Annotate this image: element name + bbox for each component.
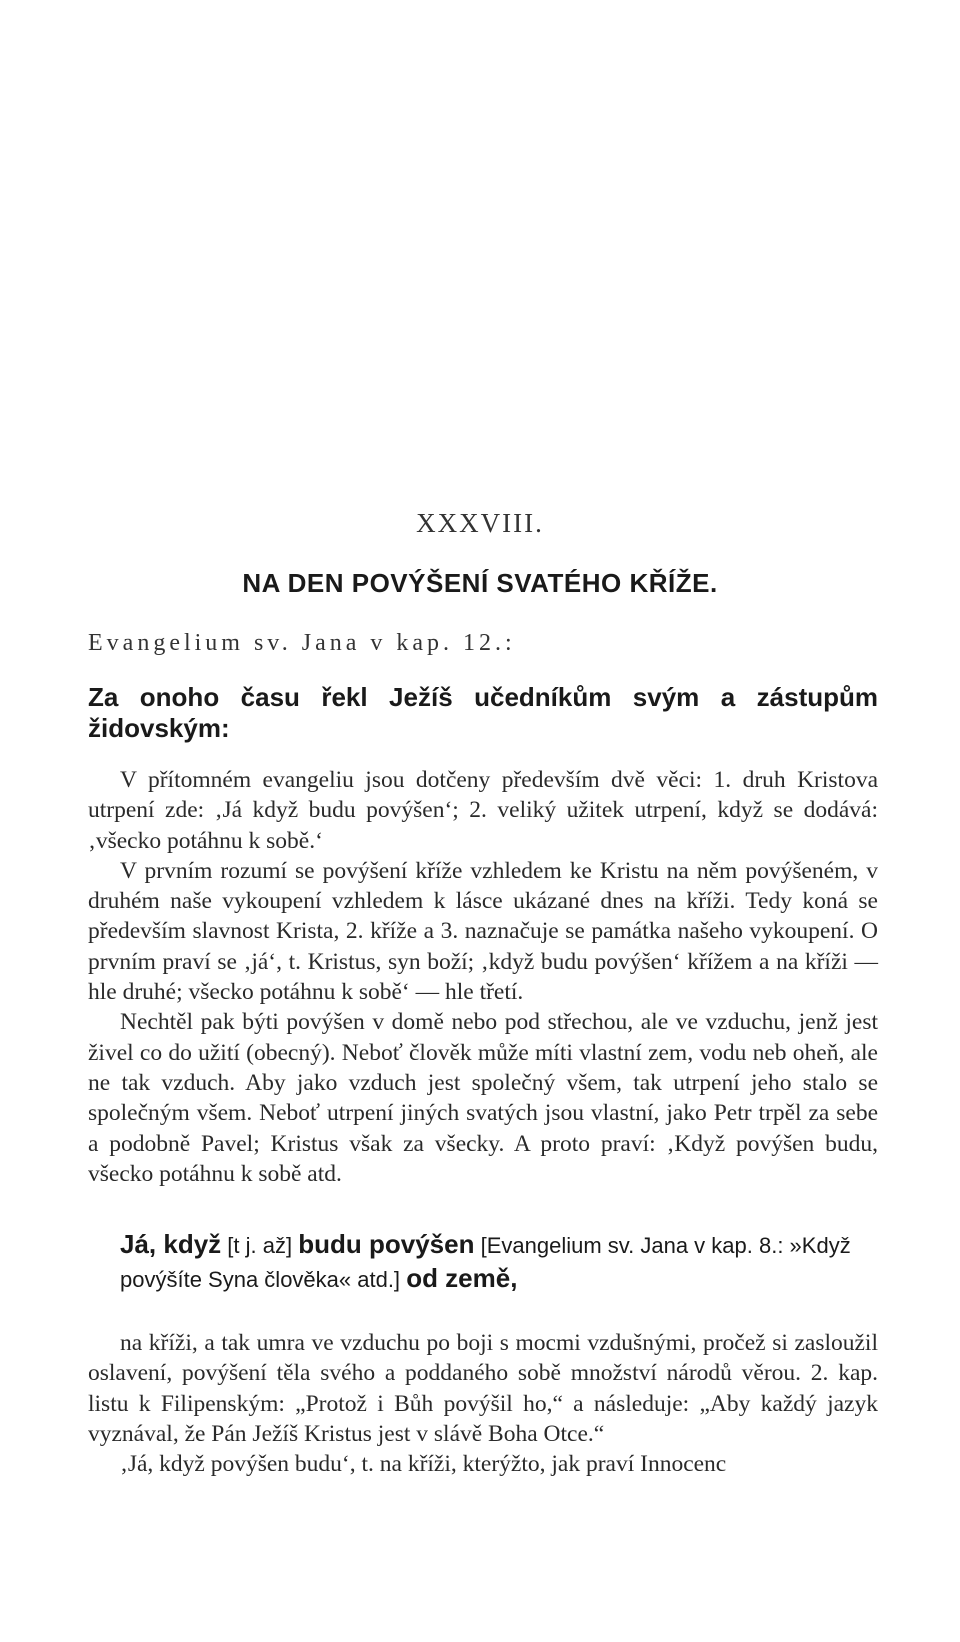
paragraph: Nechtěl pak býti povýšen v domě nebo pod střechou, ale ve vzduchu, jenž jest živel co do užití (obecný). Neboť člověk může míti vlastní zem, vodu neb oheň, ale ne tak vzduch. Aby jako vzduch jest společný všem, tak utrpení jeho stalo se společným všem. Neboť utrpení jiných svatých jsou vlastní, jako Petr trpěl za sebe a podobně Pavel; Kristus však za všecky. A proto praví: ‚Když povýšen budu, všecko potáhnu k sobě atd. (88, 1009, 878, 1187)
lemma-bold-end: od země, (406, 1263, 518, 1293)
paragraph: na kříži, a tak umra ve vzduchu po boji s mocmi vzdušnými, pročež si zasloužil oslavení, povýšení těla svého a poddaného sobě množství národů věrou. 2. kap. listu k Filipenským: „Protož i Bůh povýšil ho,“ a následuje: „Aby každý jazyk vyznával, že Pán Ježíš Kristus jest v slávě Boha Otce.“ (88, 1330, 878, 1447)
chapter-number: XXXVIII. (416, 508, 544, 538)
paragraph: V přítomném evangeliu jsou dotčeny především dvě věci: 1. druh Kristova utrpení zde: ‚Já když budu povýšen‘; 2. veliký užitek utrpení, když se dodává: ‚všecko potáhnu k sobě.‘ (88, 767, 878, 854)
lemma-heading (120, 1228, 880, 1296)
chapter-title: NA DEN POVÝŠENÍ SVATÉHO KŘÍŽE. (242, 568, 718, 598)
lemma-bold-start: Já, když (120, 1229, 222, 1259)
body-text-after (88, 1328, 878, 1479)
gospel-reference: Evangelium sv. Jana v kap. 12.: (88, 630, 516, 656)
lemma-bracket: [t j. až] (227, 1233, 293, 1258)
body-text (88, 765, 878, 1189)
gospel-intro: Za onoho času řekl Ježíš učedníkům svým a zástupům židovským: (88, 682, 878, 743)
paragraph: V prvním rozumí se povýšení kříže vzhledem ke Kristu na něm povýšeném, v druhém naše vykoupení vzhledem k lásce ukázané dnes na kříži. Tedy koná se především slavnost Krista, 2. kříže a 3. naznačuje se památka našeho vykoupení. O prvním praví se ‚já‘, t. Kristus, syn boží; ‚když budu povýšen‘ křížem a na kříži — hle druhé; všecko potáhnu k sobě‘ — hle třetí. (88, 857, 878, 1006)
lemma-bold-mid: budu povýšen (298, 1229, 475, 1259)
paragraph: ‚Já, když povýšen budu‘, t. na kříži, kterýžto, jak praví Innocenc (120, 1451, 727, 1478)
lemma-bracket: [Evangelium sv. Jana v kap. 8.: »Když povýšíte Syna člověka« atd.] (120, 1233, 851, 1292)
